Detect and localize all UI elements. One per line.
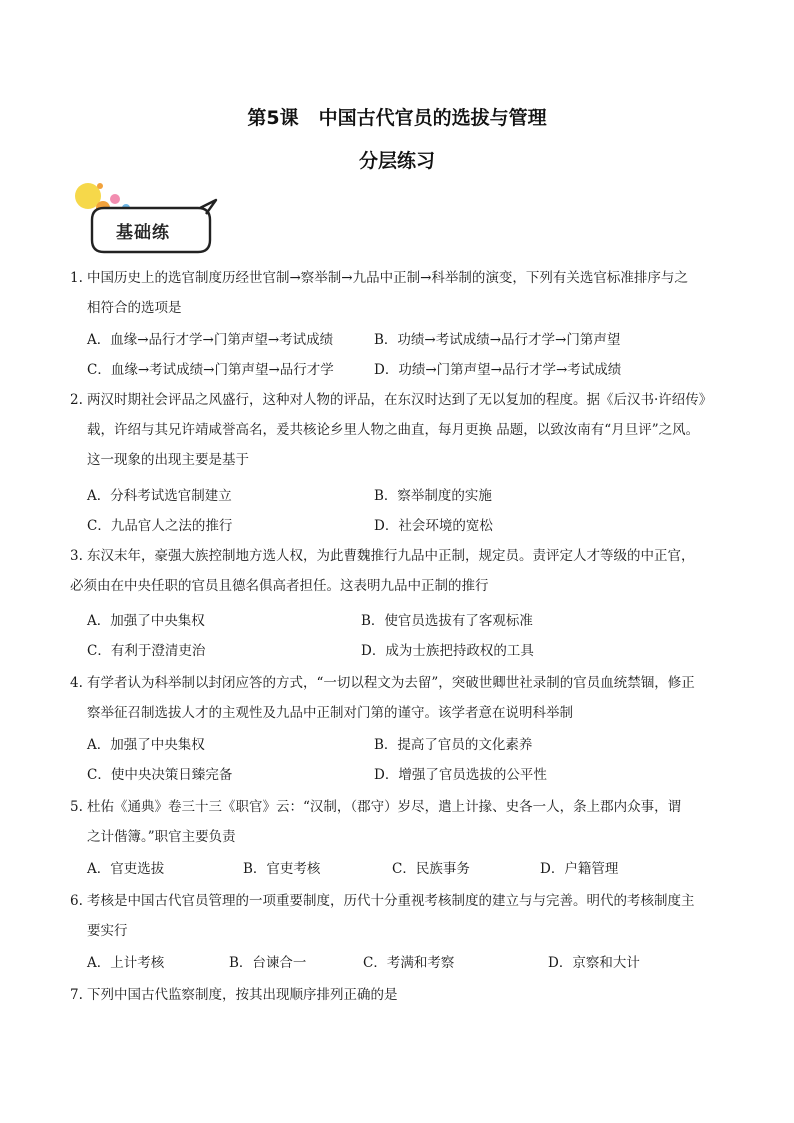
question-1 (70, 263, 730, 323)
option-b[interactable]: B．提高了官员的文化素养 (374, 737, 533, 753)
question-line: 要实行 (87, 923, 128, 939)
option-c[interactable]: C．民族事务 (392, 861, 470, 877)
badge-dot-small (97, 183, 103, 189)
option-a[interactable]: A．上计考核 (87, 955, 165, 971)
options-row (87, 511, 747, 541)
question-4 (70, 668, 730, 728)
question-line: 中国历史上的选官制度历经世官制→察举制→九品中正制→科举制的演变，下列有关选官标准排序与之 (87, 270, 688, 286)
question-line: 这一现象的出现主要是基于 (87, 452, 249, 468)
options-row (87, 948, 747, 978)
question-7 (70, 980, 730, 1010)
option-d[interactable]: D．功绩→门第声望→品行才学→考试成绩 (374, 362, 622, 378)
option-a[interactable]: A．官吏选拔 (87, 861, 165, 877)
question-line: 两汉时期社会评品之风盛行，这种对人物的评品，在东汉时达到了无以复加的程度。据《后汉书·许绍传》 (87, 392, 713, 408)
option-b[interactable]: B．察举制度的实施 (374, 488, 492, 504)
question-2 (70, 385, 730, 475)
option-a[interactable]: A．血缘→品行才学→门第声望→考试成绩 (87, 332, 334, 348)
lesson-title: 中国古代官员的选拔与管理 (318, 107, 547, 129)
option-d[interactable]: D．户籍管理 (540, 861, 619, 877)
option-d[interactable]: D．成为士族把持政权的工具 (361, 643, 534, 659)
options-row (87, 854, 747, 884)
question-line: 之计偕簿。”职官主要负责 (87, 829, 236, 845)
option-b[interactable]: B．官吏考核 (243, 861, 321, 877)
option-c[interactable]: C．九品官人之法的推行 (87, 518, 233, 534)
question-number: 2. (70, 392, 83, 408)
lesson-number: 第5课 (247, 107, 299, 129)
option-b[interactable]: B．使官员选拔有了客观标准 (361, 613, 533, 629)
question-5 (70, 792, 730, 852)
option-a[interactable]: A．加强了中央集权 (87, 737, 205, 753)
question-number: 1. (70, 270, 83, 286)
option-d[interactable]: D．社会环境的宽松 (374, 518, 493, 534)
option-c[interactable]: C．血缘→考试成绩→门第声望→品行才学 (87, 362, 334, 378)
options-row (87, 636, 747, 666)
options-row (87, 730, 747, 760)
page-subtitle: 分层练习 (358, 150, 435, 172)
option-b[interactable]: B．功绩→考试成绩→品行才学→门第声望 (374, 332, 621, 348)
options-row (87, 760, 747, 790)
question-line: 有学者认为科举制以封闭应答的方式，“一切以程文为去留”，突破世卿世社录制的官员血统禁锢，修正 (87, 675, 695, 691)
question-line: 必须由在中央任职的官员且德名俱高者担任。这表明九品中正制的推行 (70, 578, 489, 594)
option-b[interactable]: B．台谏合一 (229, 955, 307, 971)
question-line: 杜佑《通典》卷三十三《职官》云：“汉制，（郡守）岁尽，遣上计掾、史各一人，条上郡内众事，谓 (87, 799, 682, 815)
option-c[interactable]: C．有利于澄清吏治 (87, 643, 206, 659)
question-3 (70, 541, 730, 601)
question-line: 下列中国古代监察制度，按其出现顺序排列正确的是 (87, 987, 398, 1003)
option-c[interactable]: C．考满和考察 (363, 955, 455, 971)
question-line: 察举征召制选拔人才的主观性及九品中正制对门第的谨守。该学者意在说明科举制 (87, 705, 573, 721)
question-number: 3. (70, 548, 83, 564)
option-a[interactable]: A．加强了中央集权 (87, 613, 205, 629)
options-row (87, 325, 747, 355)
options-row (87, 606, 747, 636)
option-d[interactable]: D．增强了官员选拔的公平性 (374, 767, 547, 783)
options-row (87, 355, 747, 385)
question-number: 5. (70, 799, 83, 815)
page-title (0, 103, 794, 130)
option-a[interactable]: A．分科考试选官制建立 (87, 488, 232, 504)
question-number: 6. (70, 893, 83, 909)
option-c[interactable]: C．使中央决策日臻完备 (87, 767, 233, 783)
question-6 (70, 886, 730, 946)
badge-dot-pink (110, 194, 120, 204)
question-number: 7. (70, 987, 83, 1003)
section-badge-label: 基础练 (116, 223, 170, 243)
question-line: 载，许绍与其兄许靖咸誉高名，爰共核论乡里人物之曲直，每月更换 品题，以致汝南有“月旦评”之风。 (87, 422, 700, 438)
question-line: 东汉末年，豪强大族控制地方选人权，为此曹魏推行九品中正制，规定员。责评定人才等级的中正官， (87, 548, 695, 564)
question-line: 考核是中国古代官员管理的一项重要制度，历代十分重视考核制度的建立与与完善。明代的考核制度主 (87, 893, 695, 909)
question-line: 相符合的选项是 (87, 300, 182, 316)
option-d[interactable]: D．京察和大计 (548, 955, 640, 971)
question-number: 4. (70, 675, 83, 691)
options-row (87, 481, 747, 511)
